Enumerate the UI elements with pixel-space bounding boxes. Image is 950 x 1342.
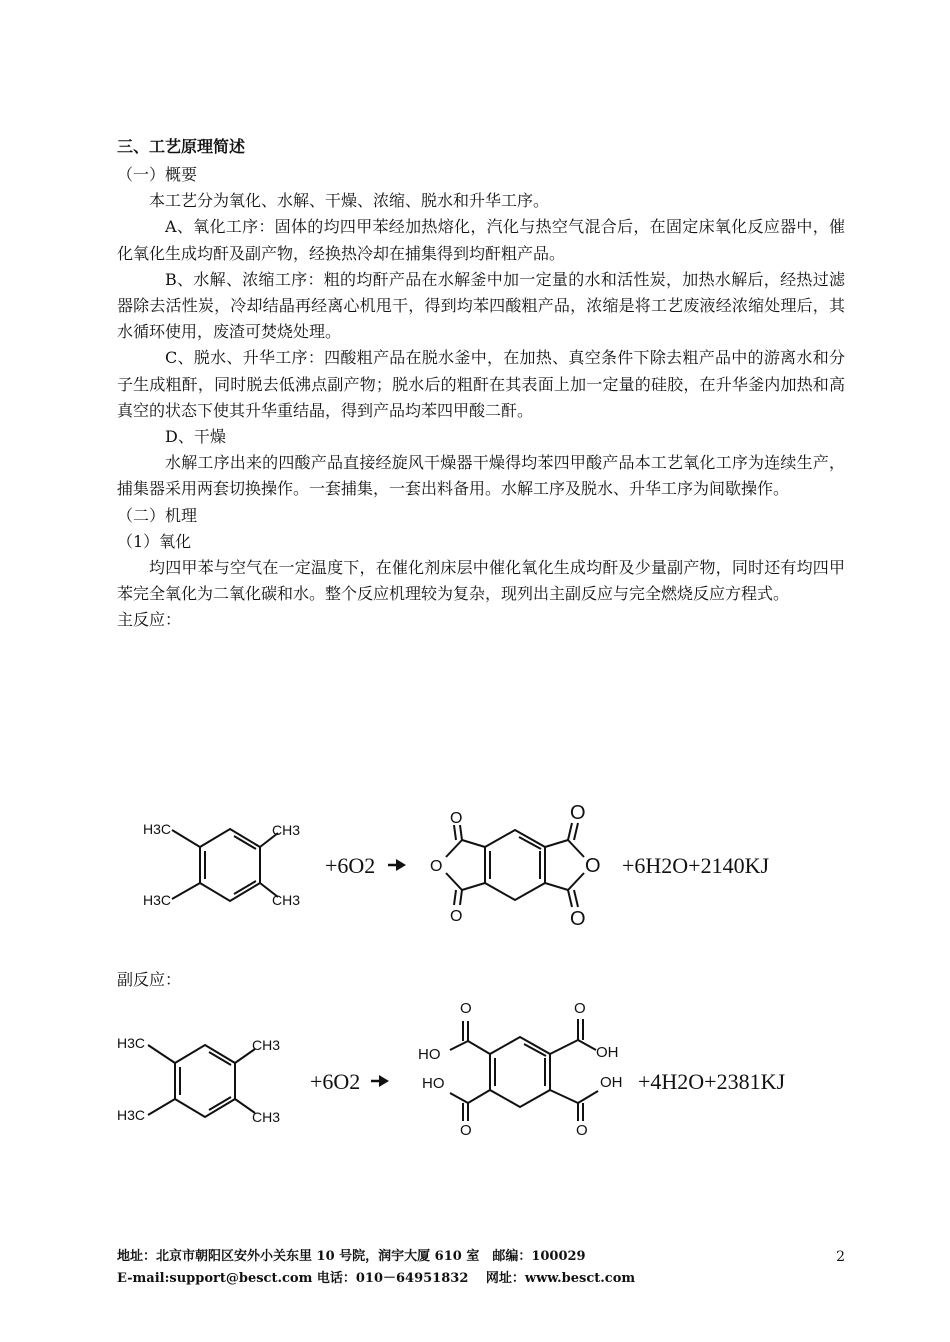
- oxygen-atom: O: [585, 855, 601, 877]
- oxygen-atom: O: [574, 1000, 586, 1017]
- durene-ring: [148, 1045, 255, 1117]
- oxygen-atom: O: [450, 908, 463, 925]
- subsection-mechanism: （二）机理: [117, 505, 198, 525]
- dianhydride-structure: [446, 823, 584, 907]
- paragraph-c-dehydration: C、脱水、升华工序：四酸粗产品在脱水釜中，在加热、真空条件下除去粗产品中的游离水和分子生成粗酐，同时脱去低沸点副产物；脱水后的粗酐在其表面上加一定量的硅胶，在升华釜内加热和高真空的状态下使其升华重结晶，得到产品均苯四甲酸二酐。: [117, 348, 845, 420]
- byproduct-energy: +6H2O+2140KJ: [622, 853, 770, 878]
- main-reaction-diagram: [0, 795, 950, 935]
- methyl-group: H3C: [143, 821, 172, 837]
- main-content: [117, 132, 845, 633]
- methyl-group: CH3: [252, 1109, 281, 1125]
- reagent-oxygen: +6O2: [310, 1069, 361, 1094]
- paragraph-d-drying: 水解工序出来的四酸产品直接经旋风干燥器干燥得均苯四甲酸产品本工艺氧化工序为连续生产，捕集器采用两套切换操作。一套捕集，一套出料备用。水解工序及脱水、升华工序为间歇操作。: [117, 453, 845, 499]
- page-footer: [117, 1246, 845, 1290]
- methyl-group: CH3: [272, 822, 301, 838]
- reaction-arrow: [371, 1075, 389, 1087]
- paragraph-a-oxidation: A、氧化工序：固体的均四甲苯经加热熔化，汽化与热空气混合后，在固定床氧化反应器中，催化氧化生成均酐及副产物，经换热冷却在捕集得到均酐粗产品。: [117, 217, 845, 263]
- paragraph-b-hydrolysis: B、水解、浓缩工序：粗的均酐产品在水解釜中加一定量的水和活性炭，加热水解后，经热过滤器除去活性炭，冷却结晶再经离心机甩干，得到均苯四酸粗产品，浓缩是将工艺废液经浓缩处理后，其水循环使用，废渣可焚烧处理。: [117, 269, 845, 342]
- oxygen-atom: O: [576, 1122, 588, 1139]
- oxygen-atom: O: [570, 802, 586, 824]
- oxygen-atom: O: [450, 810, 463, 827]
- main-reaction-equation: [0, 795, 950, 935]
- reaction-arrow: [388, 859, 406, 871]
- paragraph-intro: 本工艺分为氧化、水解、干燥、浓缩、脱水和升华工序。: [149, 191, 550, 211]
- oxygen-atom: O: [460, 1122, 472, 1139]
- side-reaction-equation: [0, 995, 950, 1140]
- reagent-oxygen: +6O2: [325, 853, 376, 878]
- paragraph-mechanism: 均四甲苯与空气在一定温度下，在催化剂床层中催化氧化生成均酐及少量副产物，同时还有均四甲苯完全氧化为二氧化碳和水。整个反应机理较为复杂，现列出主副反应与完全燃烧反应方程式。: [117, 558, 845, 604]
- main-reaction-label: 主反应：: [117, 610, 182, 630]
- hydroxyl-group: OH: [600, 1074, 623, 1091]
- footer-contact: E-mail:support@besct.com 电话：010－64951832 网址：www.besct.com: [117, 1271, 636, 1286]
- hydroxyl-group: HO: [422, 1075, 445, 1092]
- methyl-group: H3C: [143, 892, 172, 908]
- side-reaction-label: 副反应：: [117, 970, 182, 989]
- footer-address: 地址：北京市朝阳区安外小关东里 10 号院，润宇大厦 610 室 邮编：100029: [117, 1249, 586, 1264]
- paragraph-d-title: D、干燥: [165, 427, 226, 447]
- hydroxyl-group: HO: [418, 1046, 441, 1063]
- oxygen-atom: O: [460, 1000, 472, 1017]
- hydroxyl-group: OH: [596, 1044, 619, 1061]
- side-reaction-diagram: [0, 995, 950, 1140]
- methyl-group: H3C: [117, 1035, 146, 1051]
- subsection-overview: （一）概要: [117, 165, 198, 184]
- page-number: 2: [836, 1249, 845, 1265]
- methyl-group: CH3: [272, 892, 301, 908]
- byproduct-energy: +4H2O+2381KJ: [638, 1069, 786, 1094]
- oxygen-atom: O: [430, 858, 443, 875]
- methyl-group: H3C: [117, 1107, 146, 1123]
- tetracarboxylic-acid-structure: [450, 1019, 598, 1121]
- section-title: 三、工艺原理简述: [117, 137, 246, 156]
- durene-ring: [172, 829, 278, 901]
- methyl-group: CH3: [252, 1037, 281, 1053]
- oxygen-atom: O: [570, 908, 586, 930]
- subsection-oxidation: （1）氧化: [117, 531, 192, 551]
